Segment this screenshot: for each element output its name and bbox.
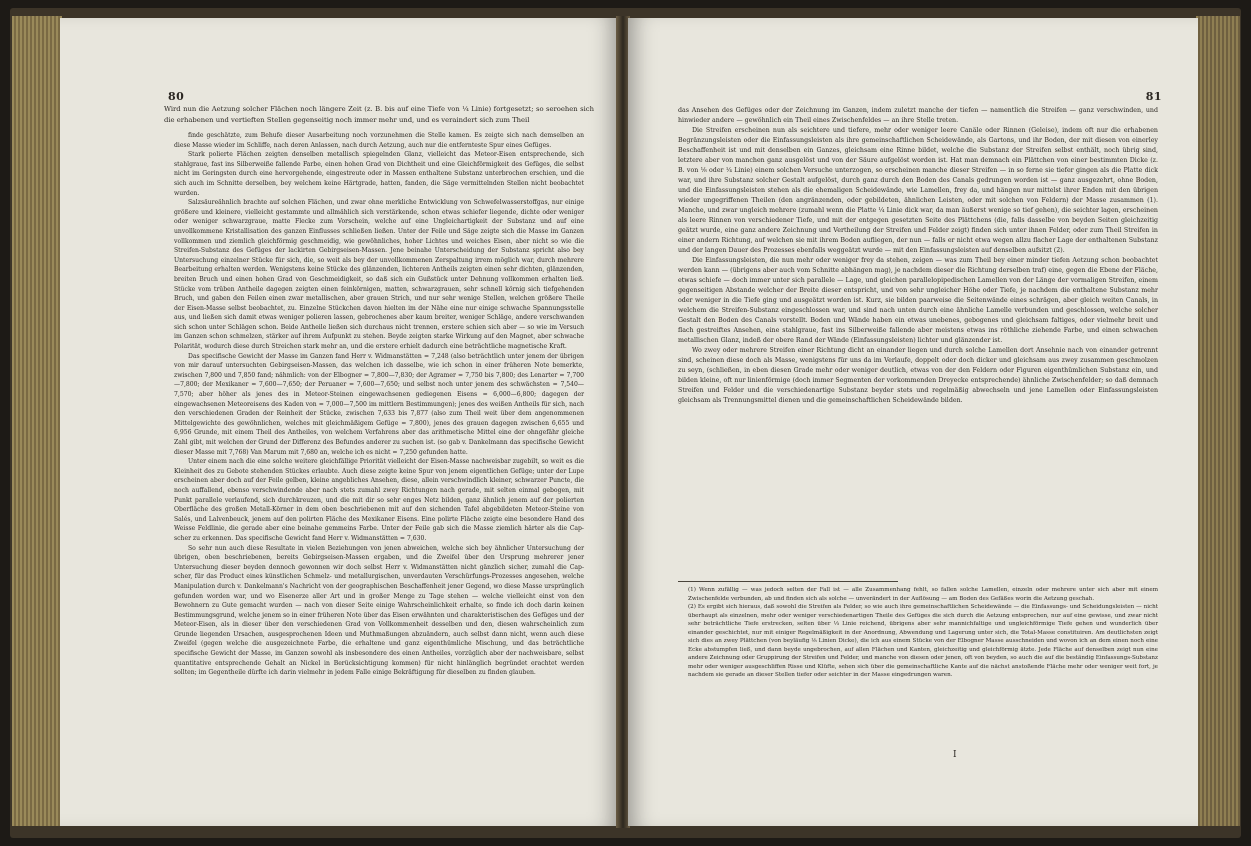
- footnote: (2) Es ergibt sich hieraus, daß sowohl die Streifen als Felder, so wie auch ihre gemeinschaftlichen Scheidewände — die Einfassungs- und Scheidungsleisten — nicht überhaupt als einzelnen, mehr oder weniger verschiedenartigen Theile des Gefüges die sich durch die Aetzung entsprechen, nur auf eine gewisse, und zwar nicht sehr beträchtliche Tiefe erstrecken, selten über ⅓ Linie reichend, übrigens aber sehr mannichfaltige und ungleichförmige Tiefe gehen und wunderlich über einander geschichtet, nur mit einiger Regelmäßigkeit in der Anordnung, Abwendung und Lagerung unter sich, die Total-Masse constituiren. Am deutlichsten zeigt sich dies an zwey Plättchen (von beyläufig ⅛ Linien Dicke), die ich aus einem Stücke von der Elbogner Masse ausschneiden und wovon ich an dem einen noch eine Ecke abstumpfen ließ, und dann beyde ungebrochen, auf allen Flächen und Kanten, gleichzeitig und gleichförmig ätzte. Jede Fläche auf denselben zeigt nun eine andere Zeichnung oder Gruppirung der Streifen und Felder, und manche von diesen oder jenen, oft von beyden, so auch die auf die beständig Einfassungs-Substanz mehr oder weniger ausgeschliffen Risse und Klüfte, sehen sich über die gemeinschaftliche Kante auf die nächst anstoßende Fläche mehr oder weniger weit fort, je nachdem sie gerade an dieser Stellen tiefer oder seichter in der Masse eingedrungen waren.: [688, 604, 1158, 678]
- page-stack-right: [1196, 16, 1240, 826]
- paragraph: Salzsäureähnlich brachte auf solchen Flächen, und zwar ohne merkliche Entwicklung von Schwefelwasserstoffgas, nur einige größere und kleinere, vielleicht gestammte und allmählich sich verstärkende, schon etwas schiefer liegende, dichte oder weniger oder weniger schwarzgraue, matte Flecke zum Vorschein, welche auf eine Ungleichartigkeit der Substanz und auf eine unvollkommene Kristallisation des ganzen Einflusses schließen ließen. Unter der Feile und Säge zeigte sich die Masse im Ganzen vollkommen und ziemlich gleichförmig geschmeidig, wie gewöhnliches, hoher Lichtes und weiches Eisen, aber nicht so wie die Streifen-Substanz des Gefüges der lackirten Gebirgseisen-Massen. Jene beinahe Unterscheidung der Substanz spricht also bey Untersuchung einzelner Stücke für sich, die, so weit als bey der unvollkommenen Zerspaltung irrem möglich war, durch mehrere Bearbeitung erhalten werden. Wenigstens keine Stücke des glänzenden, lichteren Antheils zeigten einen sehr dichten, glänzenden, breiten Bruch und einen hohen Grad von Geschmeidigkeit, so daß sich ein Gußstück unter Dehnung vollkommen erhalten ließ. Stücke vom trüben Antheile dagegen zeigten einen feinkörnigen, matten, schwarzgrauen, sehr schnell körnig sich tiefgehenden Bruch, und gaben den Feilen einen zwar metallischen, aber grauen Strich, und nur sehr wenige Stellen, welchen größere Theile der Eisen-Masse selbst beobachtet, zu. Einzelne Stückchen davon hielten im der Nähe eine nur einige schwache Spannungsstelle aus, und ließen sich damit etwas weniger polieren lassen, gebrochenes aber kaum breiter, weniger Schläge, andere verschwanden sich schon unter Schlägen schon. Beide Antheile ließen sich durchaus nicht trennen, erstere schien sich aber — so wie im Versuch im Ganzen schon schmelzen, stärker auf ihrem Aufpunkt zu stehen. Beyde zeigten starke Wirkung auf den Magnet, aber schwache Polarität, wodurch diese durch Streichen stark mehr an, und die erstere erhielt dadurch eine beträchtliche magnetische Kraft.: [174, 199, 584, 351]
- body-text: [174, 131, 584, 678]
- paragraph: Das specifische Gewicht der Masse im Ganzen fand Herr v. Widmanstätten = 7,248 (also beträchtlich unter jenem der übrigen von mir darauf untersuchten Gebirgseisen-Massen, das welchen ich dasselbe, wie ich schon in einer früheren Note bemerkte, zwischen 7,800 und 7,850 fand; nähmlich: von der Elbogner = 7,800—7,830; der Agramer = 7,750 bis 7,800; des Lenarter = 7,700—7,800; der Mexikaner = 7,600—7,650; der Peruaner = 7,600—7,650; und selbst noch unter jenem des schwächsten = 7,540—7,570; aber höher als jenes des in Meteor-Steinen eingewachsenen gediegenen Eisens = 6,000—6,800; dagegen der eingewachsenen Meteoreisens des Kaden von = 7,000—7,500 im mittlern Bestimmungen); jenes des weißen Antheils für sich, nach den verschiedenen Graden der Reinheit der Stücke, zwischen 7,633 bis 7,877 (also zum Theil weit über dem angenommenen Mittelgewichte des gewöhnlichen, welches mit gleichmäßigem Gefüge = 7,800), jenes des grauen dagegen zwischen 6,655 und 6,956 Grunde, mit einem Theil des Antheiles, von welchem Verfahrens aber das arithmetische Mittel eine der ohngefähr gleiche Zahl gibt, mit welchen der Grund der Differenz des Befundes anderer zu suchen ist. (so gab v. Dankelmann das specifische Gewicht dieser Masse mit 7,768) Van Marum mit 7,680 an, welche ich es nicht = 7,250 gefunden hatte.: [174, 352, 584, 456]
- running-paragraph: [164, 104, 594, 126]
- paragraph: das Ansehen des Gefüges oder der Zeichnung im Ganzen, indem zuletzt manche der tiefen — namentlich die Streifen — ganz verschwinden, und hinwieder andere — gewöhnlich ein Theil eines Zwischenfeldes — an ihre Stelle treten.: [678, 107, 1158, 124]
- paragraph: Wird nun die Aetzung solcher Flächen noch längere Zeit (z. B. bis auf eine Tiefe von ¼ Linie) fortgesetzt; so seroehen sich die erhabenen und vertieften Stellen gegenseitig noch immer mehr und, und es veraindert sich zum Theil: [164, 105, 594, 124]
- signature-mark: I: [953, 750, 957, 760]
- right-page: [628, 18, 1198, 826]
- footnote: (1) Wenn zufällig — was jedoch selten der Fall ist — alle Zusammenhang fehlt, so fallen solche Lamellen, einzeln oder mehrere unter sich aber mit einem Zwischenfelde verbunden, ab und finden sich als solche — unverändert in der Auflösung — am Boden des Gefäßes worin die Aetzung geschah.: [688, 587, 1158, 602]
- paragraph: Wo zwey oder mehrere Streifen einer Richtung dicht an einander liegen und durch solche Lamellen dort Ansehnie nach von einander getrennt sind, scheinen diese doch als Masse, wenigstens für uns da im Verlaufe, doppelt oder doch dicker und gleichsam aus zwey zusammen geschmolzen zu seyn, (schließen, in eben diesen Grade mehr oder weniger deutlich, etwas von der den Feldern oder Figuren eigenthümlichen Substanz ein, und bilden kleine, oft nur linienförmige (doch immer Segmenten der vorkommenden Dreyecke entsprechende) ähnliche Zwischenfelder; so daß demnach Streifen und Felder und die verschiedenartige Substanz beyder stets und regelmäßig abwechseln und jene Lamellen oder Einfassungsleisten gleichsam als Trennungsmittel dienen und die gemeinschaftlichen Scheidewände bilden.: [678, 347, 1158, 404]
- paragraph: So sehr nun auch diese Resultate in vielen Beziehungen von jenen abweichen, welche sich bey ähnlicher Untersuchung der übrigen, oben beschriebenen, bereits Gebirgseisen-Massen ergaben, und die Zweifel über den Ursprung mehrerer jener Untersuchung dieser beyden dennoch gewonnen wir doch selbst Herr v. Widmanstätten nicht gänzlich sicher, zumahl die Cap-scher, für das Product eines künstlichen Schmelz- und metallurgischen, unverdauten Verschürfungs-Prozesses angesehen, welche Manipulation durch v. Dankelmann's Nachricht von der geographischen Beschaffenheit jener Gegend, wo diese Masse ursprünglich gefunden worden war, und wo Eisenerze aller Art und in großer Menge zu Tage stehen — welche vielleicht einst von den Bewohnern zu Gute gemacht wurden — nach von dieser Seite einige Wahrscheinlichkeit erhalte, so finde ich doch darin keinen Bestimmungsgrund, welche jenem so in einer früheren Note über das Eisen erwähnten und charakteristischen des Gefüges und der Meteor-Eisen, als in dieser über den verschiedenen Grad von Vollkommenheit desselben und den, diesen wahrscheinlich zum Grunde liegenden Ursachen, ausgesprochenen Ideen und Muthmaßungen abzuändern, auch selbst dann nicht, wenn auch diese Zweifel (gegen welche die ausgezeichnete Farbe, die erhaltene und ganz eigenthümliche Mischung, und das beträchtliche specifische Gewicht der Masse, im Ganzen sowohl als insbesondere des einen Antheiles, vorzüglich aber der nachweisbare, selbst quantitative entsprechende Gehalt an Nickel in Berücksichtigung kommen) für nicht hinlänglich begründet erachtet werden sollten; im Gegentheile dürfte ich darin vielmehr in jedem Falle einige Bekräftigung für dieselben zu finden glauben.: [174, 544, 584, 677]
- paragraph: Die Einfassungsleisten, die nun mehr oder weniger frey da stehen, zeigen — was zum Theil bey einer minder tiefen Aetzung schon beobachtet werden kann — (übrigens aber auch vom Schnitte abhängen mag), je nachdem dieser die Richtung derselben traf) eine, gegen die Ebene der Fläche, etwas schiefe — doch immer unter sich parallele — Lage, und gleichen parallelopipedischen Lamellen von der Länge der vormaligen Streifen, einem gegenseitigen Abstande welcher der Breite dieser entspricht, und von sehr ungleicher Höhe oder Tiefe, je nachdem die enthaltene Substanz mehr oder weniger in die Tiefe ging und ausgeätzt worden ist. Kurz, sie bilden paarweise die Seitenwände eines schrägen, aber gleich weiten Canals, in welchem die Streifen-Substanz eingeschlossen war, und sind nach unten durch eine ähnliche Lamelle verbunden und geschlossen, welche solcher Gestalt den Boden des Canals vorstellt. Boden und Wände haben ein etwas unebenes, gebogenes und gleichsam faltiges, oder vielmehr breit und flach gestreiftes Ansehen, eine stahlgraue, fast ins Silberweiße fallende aber meistens etwas ins röthliche ziehende Farbe, und einen schwachen metallischen Glanz, indeß der obere Rand der Wände (Einfassungsleisten) lichter und glänzender ist.: [678, 257, 1158, 344]
- left-page: [60, 18, 618, 826]
- paragraph: Stark polierte Flächen zeigten denselben metallisch spiegelnden Glanz, vielleicht das Meteor-Eisen entsprechende, sich stahlgraue, fast ins Silberweiße fallende Farbe, einen hohen Grad von Dichtheit und eine Gleichförmigkeit des Gefüges, die selbst nicht im Geringsten durch eine hervorgehende, eingestreute oder in Massen enthaltene Substanz unterbrochen erschien, und die sich auch im Schnitte derselben, bey welchem keine Härtgrade, hatten, fanden, die Säge vermittelnden Stellen nicht beobachtet wurden.: [174, 151, 584, 197]
- body-text: [678, 106, 1158, 406]
- paragraph: Die Streifen erscheinen nun als seichtere und tiefere, mehr oder weniger leere Canäle oder Rinnen (Geleise), indem oft nur die erhabenen Begränzungsleisten oder die Einfassungsleisten als ihre gemeinschaftlichen Scheidewände, als Gartons, und ihr Boden, der mit diesen von einerley Beschaffenheit ist und mit denselben ein Ganzes, gleichsam eine Rinne bildet, welche die Substanz der Streifen selbst enthält, noch übrig sind, letztere aber von manchen ganz ausgelöst und von der Säure aufgelöst worden ist. Hat man demnach ein Plättchen von einer bestimmten Dicke (z. B. von ⅛ oder ¼ Linie) einem solchen Versuche unterzogen, so erscheinen manche dieser Streifen — in so ferne sie tiefer gingen als die Platte dick war, und ihre Substanz solcher Gestalt aufgelöst, durch ganz durch den Boden des Canals gedrungen worden ist — ganz ausgezehrt, ohne Boden, und die Einfassungsleisten stehen als die ehemaligen Scheidewände, wie Lamellen, frey da, und hängen nur mittelst ihrer Enden mit den übrigen wieder ungegriffenen Theilen (den angränzenden, oder gebildeten, ähnlichen Leisten, oder mit solchen von Feldern) der Masse zusammen (1). Manche, und zwar ungleich mehrere (zumahl wenn die Platte ¼ Linie dick war, da man äußerst wenige so tief gehen), die seichter lagen, erscheinen als leere Rinnen von verschiedener Tiefe, und mit der entgegen gesetzten Seite des Plättchens (die, falls dasselbe von beyden Seiten gleichzeitig geätzt wurde, eine ganz andere Zeichnung und Vertheilung der Streifen und Felder zeigt) finden sich unter ihnen Felder, oder zum Theil Streifen in einer andern Richtung, auf welchen sie mit ihrem Boden aufliegen, der nun — falls er nicht etwa wegen allzu flacher Lage der enthaltenen Substanz und der langen Dauer des Prozesses ebenfalls weggeätzt wurde — mit den Einfassungsleisten auf denselben aufsitzt (2).: [678, 127, 1158, 254]
- page-number: 81: [1145, 90, 1162, 103]
- page-number: 80: [168, 90, 185, 103]
- paragraph: Unter einem nach die eine solche weitere gleichfällige Priorität vielleicht der Eisen-Masse nachweisbar zugebilt, so weit es die Kleinheit des zu Gebote stehenden Stückes erlaubte. Auch diese zeigte keine Spur von jenem eigentlichen Gefüge; unter der Lupe erscheinen aber doch auf der Feile gelben, kleine angebliches Ansehen, diese, allein verschwindlich kleiner, schwarzer Puncte, die noch auffallend, ebenso verschwindende aber nach stets zumahl zwey Richtungen nach gerade, mit selten einmal gebogen, mit Punkt parallele verlaufend, sich durchkreuzen, und die mit dir so sehr enges Netz bilden, ganz ähnlich jenem auf der polierten Oberfläche des großen Metall-Körner in dem oben beschriebenen mit auf den sichenden Tafel abgebildeten Meteor-Steine von Salés, und Lalvenbeuck, jenem auf den polirten Fläche des Mexikaner Eisens. Eine polirte Fläche zeigte eine besondere Hand des Weisse Feldlinie, die gerade aber eine beinahe gemmeins Farbe. Unter der Feile gab sich die Masse ziemlich härter als die Cap-scher zu erkennen. Das specifische Gewicht fand Herr v. Widmanstätten = 7,630.: [174, 458, 584, 542]
- page-stack-left: [12, 16, 62, 826]
- footnotes: [678, 586, 1158, 680]
- footnote-rule: [678, 581, 898, 582]
- paragraph: finde geschätzte, zum Behufe dieser Ausarbeitung noch vorzunehmen die Stelle kamen. Es zeigte sich nach demselben an diese Masse wieder im Schliffe, nach deren Anlassen, nach durch Aetzung, auch nur die entfernteste Spur eines Gefüges.: [174, 132, 584, 149]
